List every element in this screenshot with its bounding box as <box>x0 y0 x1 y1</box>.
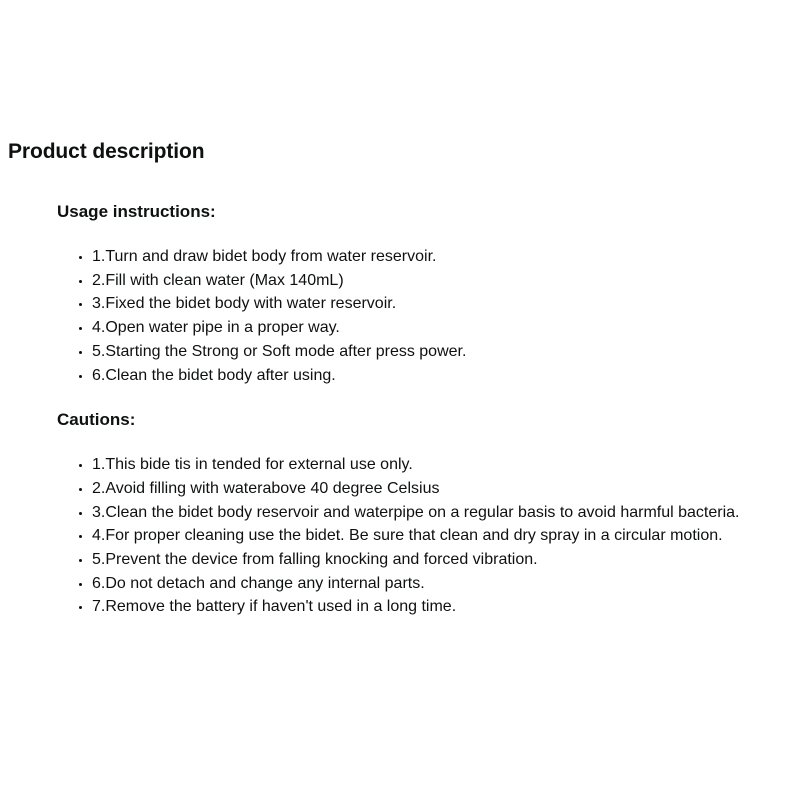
list-item: • 7.Remove the battery if haven't used in a long time. <box>92 595 792 619</box>
list-item: • 4.For proper cleaning use the bidet. Be sure that clean and dry spray in a circular motion. <box>92 524 792 548</box>
list-item: • 3.Clean the bidet body reservoir and waterpipe on a regular basis to avoid harmful bacteria. <box>92 501 792 525</box>
list-item: • 2.Avoid filling with waterabove 40 degree Celsius <box>92 477 792 501</box>
list-item: • 1.This bide tis in tended for external use only. <box>92 453 792 477</box>
list-item: • 6.Clean the bidet body after using. <box>92 364 792 388</box>
list-item: • 1.Turn and draw bidet body from water reservoir. <box>92 245 792 269</box>
usage-instructions-heading: Usage instructions: <box>57 202 216 221</box>
list-item: • 2.Fill with clean water (Max 140mL) <box>92 269 792 293</box>
list-item: • 4.Open water pipe in a proper way. <box>92 316 792 340</box>
usage-instructions-list <box>57 245 792 387</box>
cautions-list <box>57 453 792 619</box>
description-content <box>57 201 792 619</box>
list-item: • 6.Do not detach and change any internal parts. <box>92 572 792 596</box>
cautions-heading: Cautions: <box>57 410 136 430</box>
list-item: • 3.Fixed the bidet body with water reservoir. <box>92 292 792 316</box>
page-title: Product description <box>8 140 205 163</box>
list-item: • 5.Starting the Strong or Soft mode after press power. <box>92 340 792 364</box>
list-item: • 5.Prevent the device from falling knocking and forced vibration. <box>92 548 792 572</box>
